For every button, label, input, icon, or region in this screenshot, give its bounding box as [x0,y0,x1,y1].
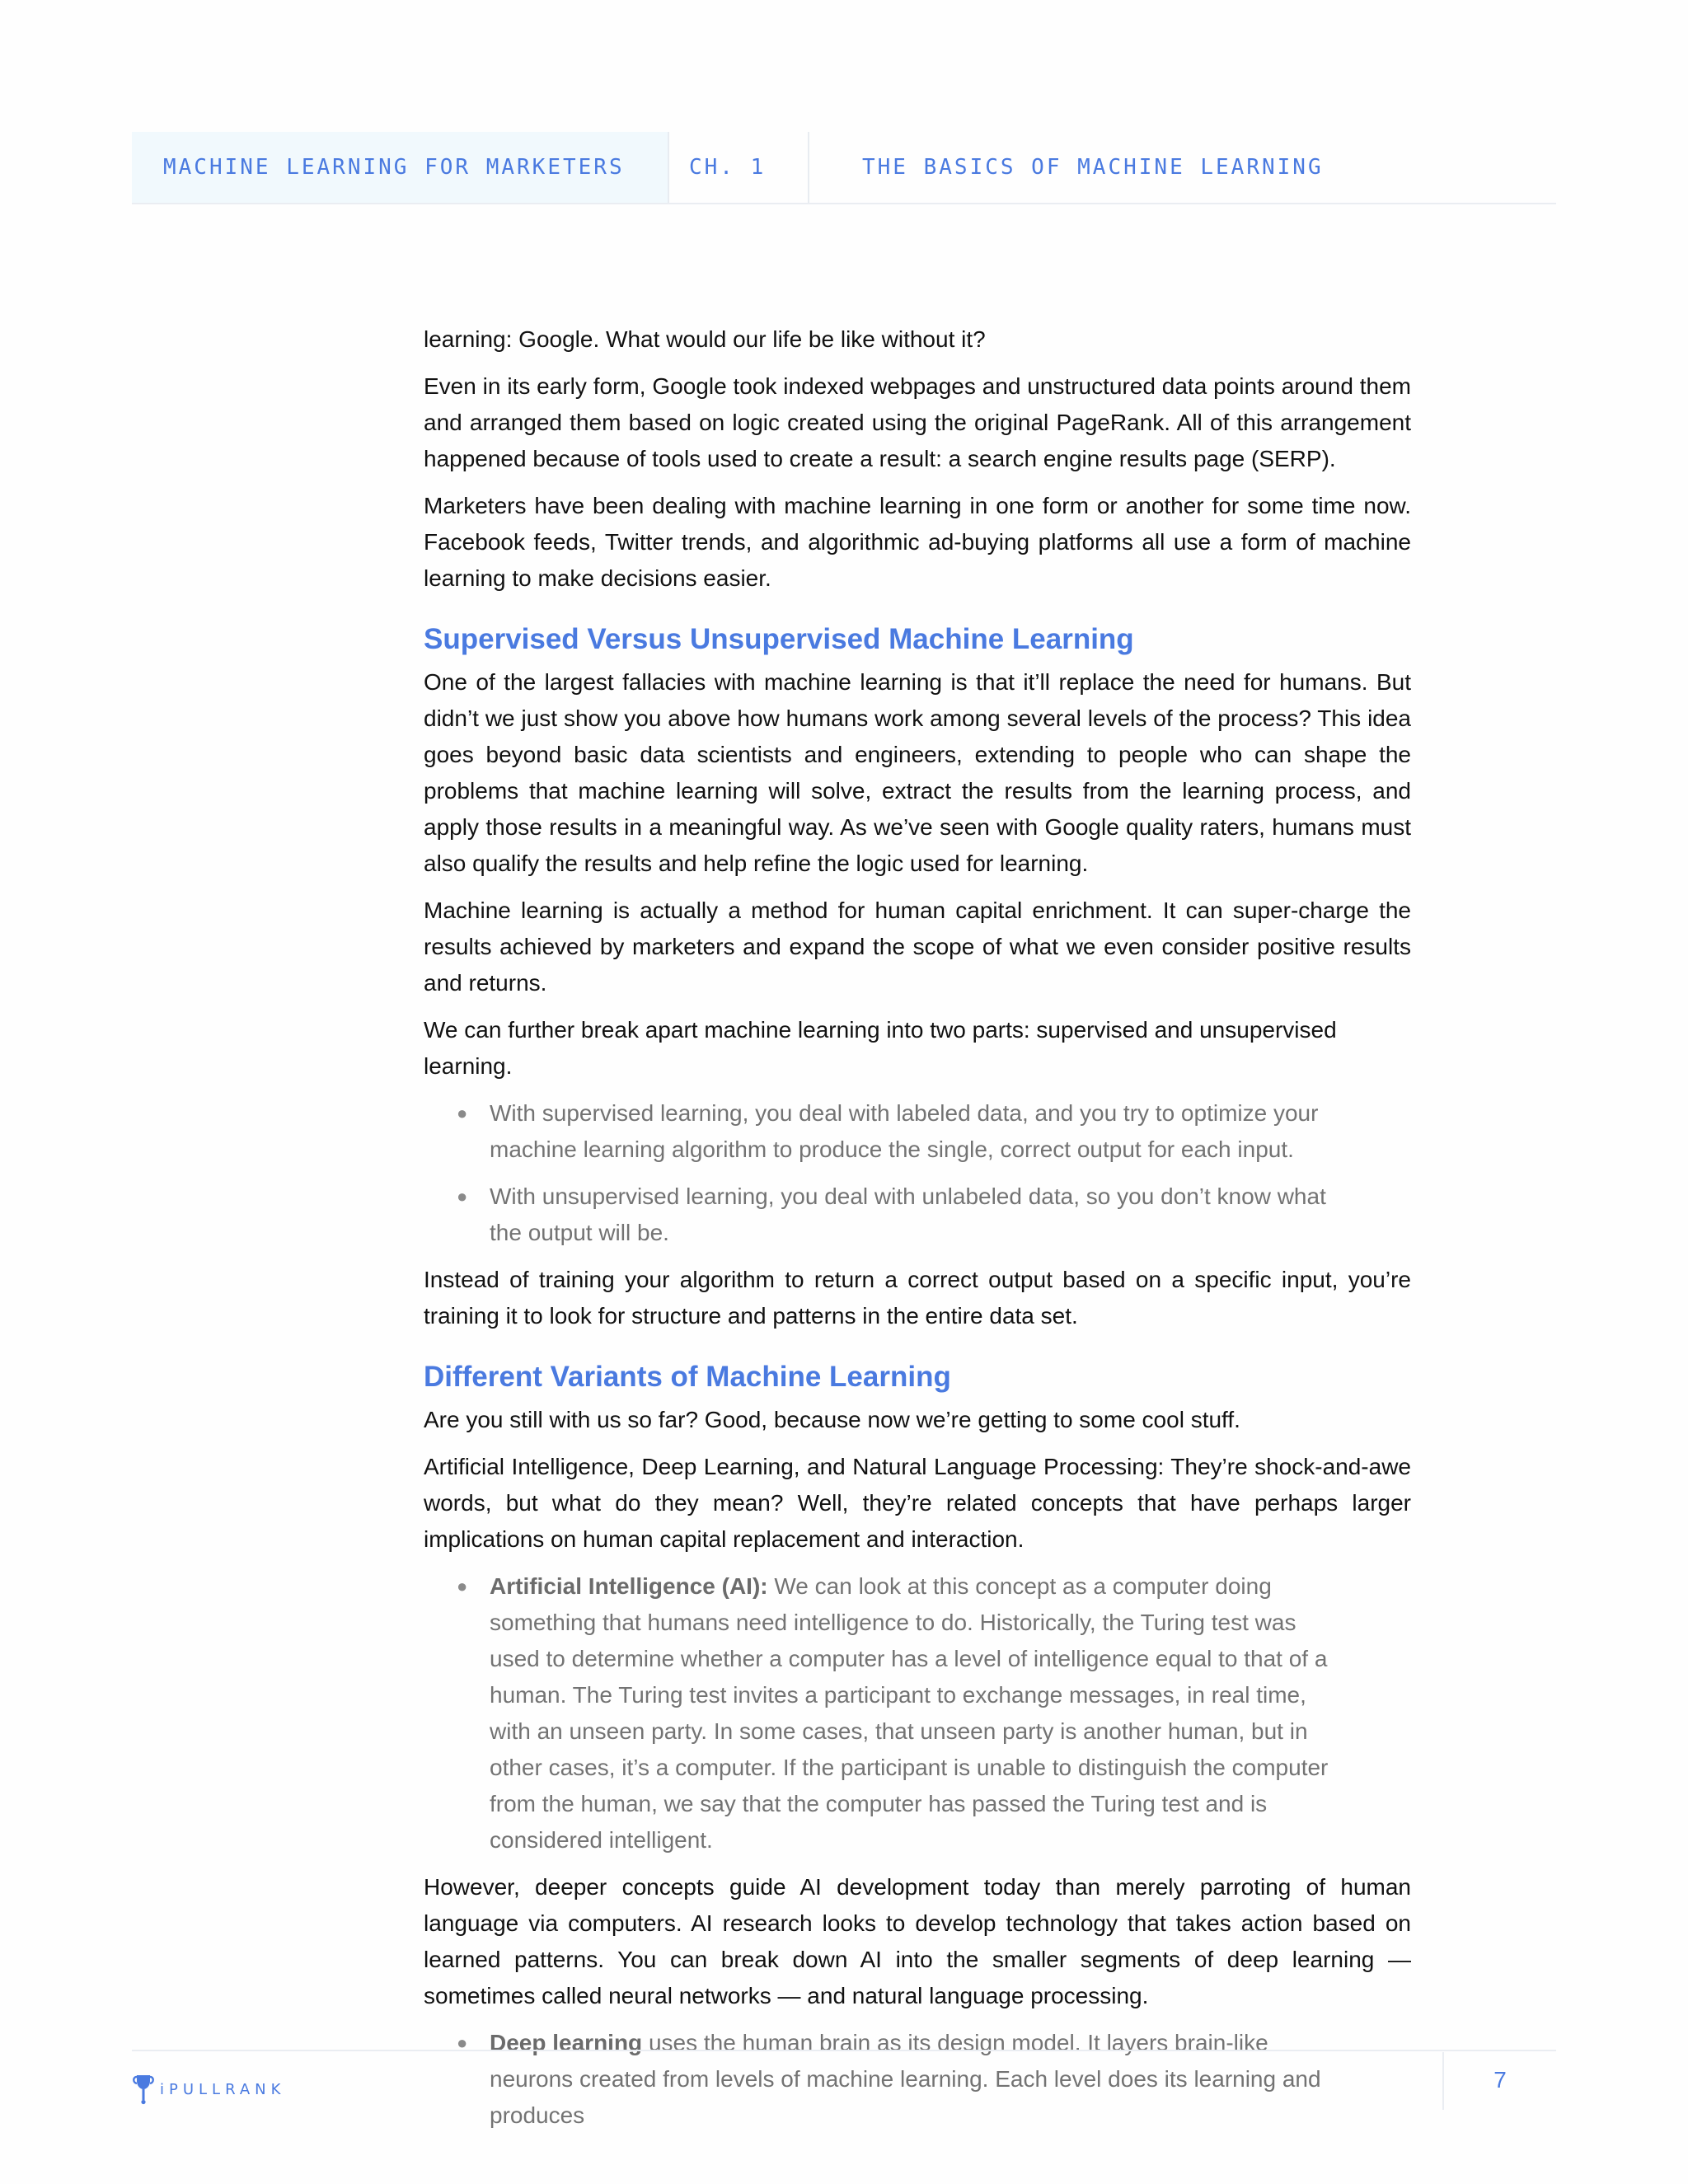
section-heading-variants: Different Variants of Machine Learning [424,1361,951,1393]
paragraph: Artificial Intelligence, Deep Learning, and Natural Language Processing: They’re shock-and-awe words, but what do they mean? Well, they’re related concepts that have perhaps larger implications on human capital replacement and interaction. [424,1454,1411,1552]
paragraph: Are you still with us so far? Good, because now we’re getting to some cool stuff. [424,1407,1240,1432]
trophy-icon [132,2073,155,2106]
learning-types-list [424,1095,1411,1251]
bullet-icon: ● [457,1576,468,1596]
page-body [424,321,1411,2144]
bullet-icon: ● [457,1103,468,1123]
book-title: MACHINE LEARNING FOR MARKETERS [132,132,669,203]
logo-wordmark: iPULLRANK [160,2080,286,2098]
list-item [424,2025,1411,2134]
list-item [424,1095,1411,1168]
page-number: 7 [1493,2067,1507,2093]
deep-learning-list [424,2025,1411,2134]
bullet-icon: ● [457,2032,468,2053]
chapter-title: THE BASICS OF MACHINE LEARNING [862,155,1324,180]
paragraph: However, deeper concepts guide AI development today than merely parroting of human language via computers. AI research looks to develop technology that takes action based on learned patterns. You can break down AI into the smaller segments of deep learning — sometimes called neural networks — and natural language processing. [424,1874,1411,2008]
paragraph: We can further break apart machine learning into two parts: supervised and unsupervised learning. [424,1017,1337,1079]
paragraph: One of the largest fallacies with machine learning is that it’ll replace the need for humans. But didn’t we just show you above how humans work among several levels of the process? This idea goes beyond basic data scientists and engineers, extending to people who can shape the problems that machine learning will solve, extract the results from the learning process, and apply those results in a meaningful way. As we’ve seen with Google quality raters, humans must also qualify the results and help refine the logic used for learning. [424,669,1411,876]
page-header [132,132,1556,204]
chapter-number: CH. 1 [638,132,809,203]
list-item-text: We can look at this concept as a computer doing something that humans need intelligence to do. Historically, the Turing test was used to determine whether a computer has a level of intelligence equal to that of a human. The Turing test invites a participant to exchange messages, in real time, with an unseen party. In some cases, that unseen party is another human, but in other cases, it’s a computer. If the participant is unable to distinguish the computer from the human, we say that the computer has passed the Turing test and is considered intelligent. [490,1573,1329,1853]
list-item-text: With supervised learning, you deal with labeled data, and you try to optimize your machine learning algorithm to produce the single, correct output for each input. [490,1100,1319,1162]
ai-list [424,1568,1411,1858]
paragraph: Machine learning is actually a method for human capital enrichment. It can super-charge the results achieved by marketers and expand the scope of what we even consider positive results and returns. [424,898,1411,996]
list-item [424,1179,1411,1251]
section-heading-supervised: Supervised Versus Unsupervised Machine Learning [424,623,1134,655]
footer-divider [1442,2052,1444,2110]
paragraph: Even in its early form, Google took indexed webpages and unstructured data points around them and arranged them based on logic created using the original PageRank. All of this arrangement happened because of tools used to create a result: a search engine results page (SERP). [424,373,1411,471]
bullet-icon: ● [457,1186,468,1207]
list-item-term: Deep learning [490,2030,643,2055]
footer-rule [132,2050,1556,2051]
list-item [424,1568,1411,1858]
paragraph: Marketers have been dealing with machine learning in one form or another for some time now. Facebook feeds, Twitter trends, and algorithmic ad-buying platforms all use a form of machine learning to make decisions easier. [424,493,1411,591]
list-item-text: uses the human brain as its design model. It layers brain-like neurons created from levels of machine learning. Each level does its learning and produces [490,2030,1321,2128]
paragraph: Instead of training your algorithm to return a correct output based on a specific input, you’re training it to look for structure and patterns in the entire data set. [424,1267,1411,1329]
list-item-text: With unsupervised learning, you deal with unlabeled data, so you don’t know what the output will be. [490,1183,1326,1245]
ipullrank-logo [132,2073,285,2106]
paragraph: learning: Google. What would our life be like without it? [424,326,986,352]
list-item-term: Artificial Intelligence (AI): [490,1573,768,1599]
